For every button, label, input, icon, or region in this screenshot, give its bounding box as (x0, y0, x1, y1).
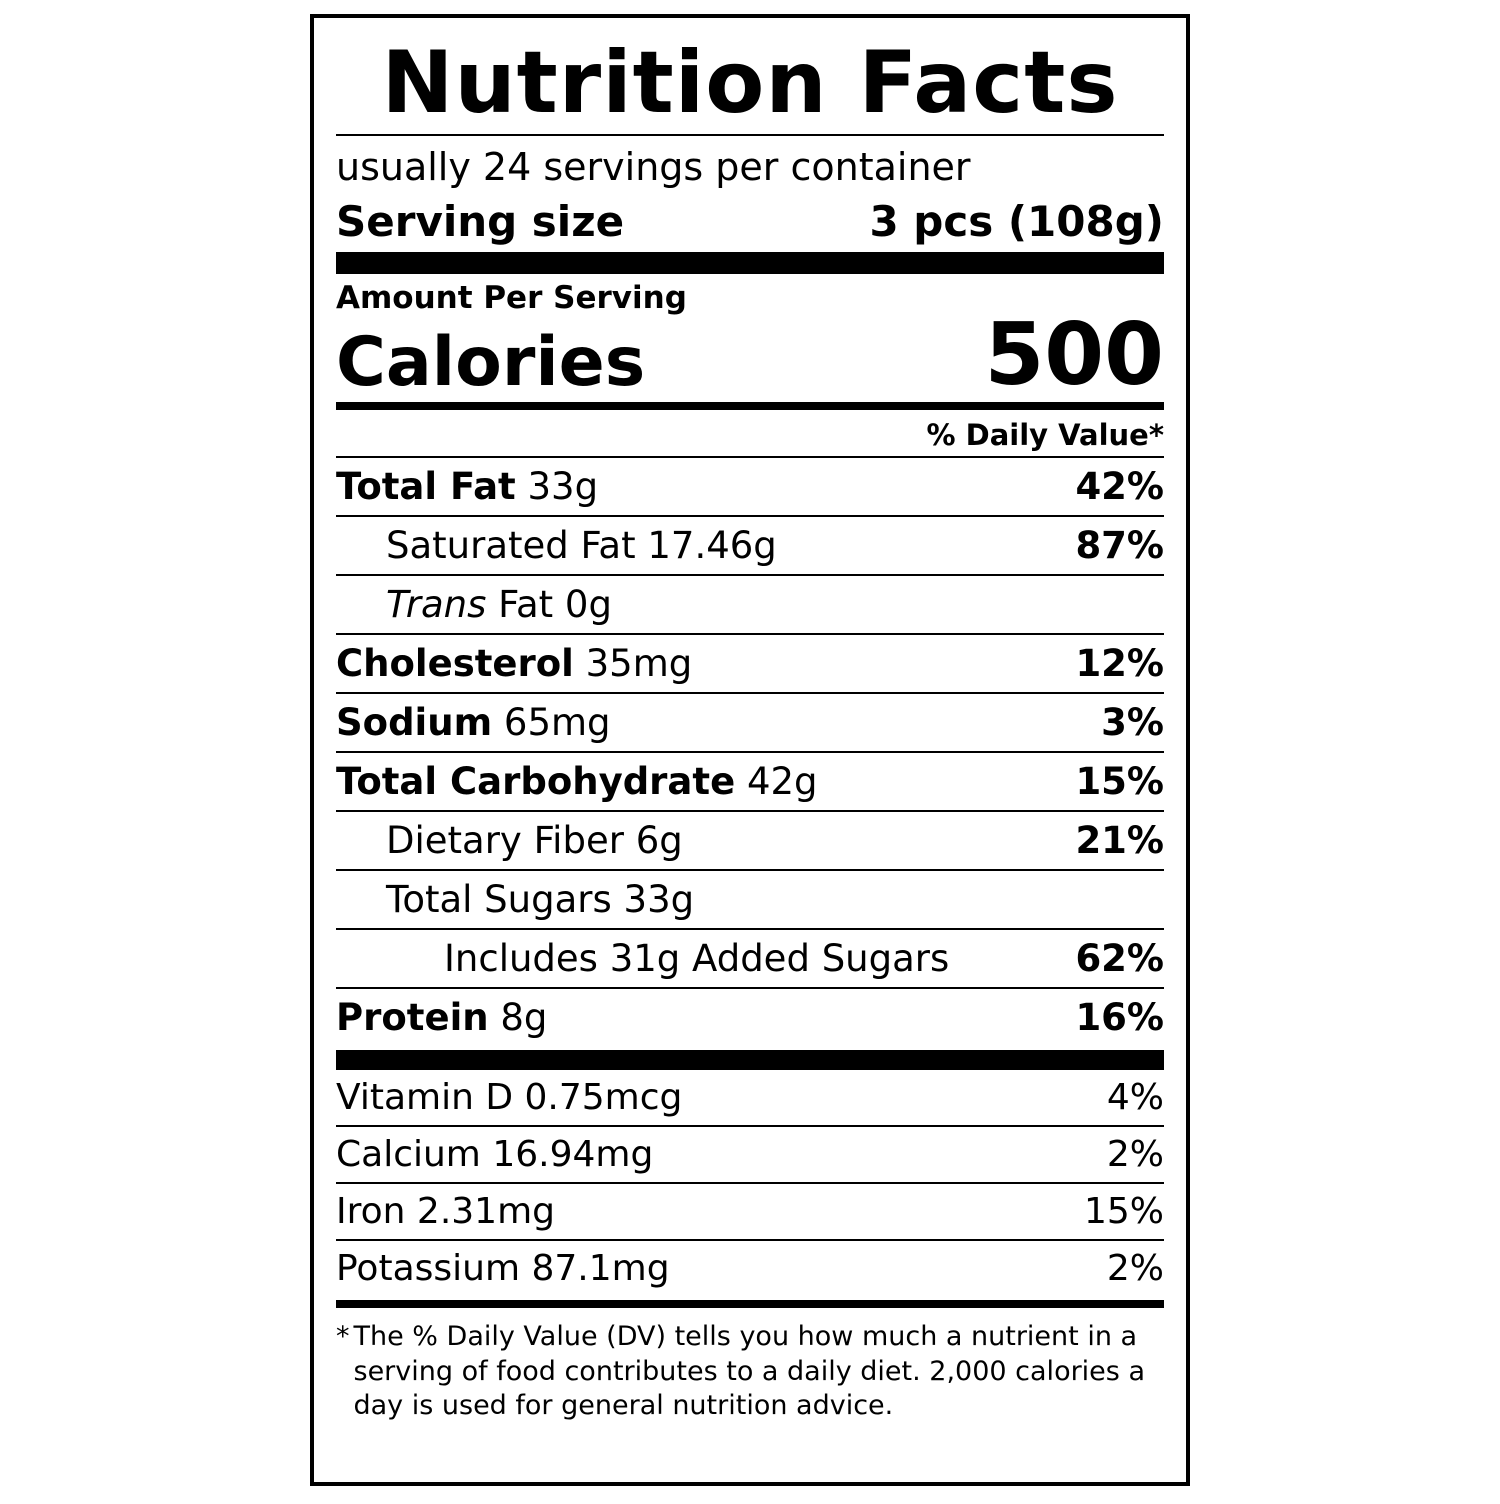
nutrient-row-protein (336, 987, 1164, 1046)
footnote-asterisk: * (336, 1321, 350, 1353)
divider-before-footnote (336, 1300, 1164, 1308)
vitamin-pct: 15% (1083, 1191, 1164, 1233)
serving-size-value: 3 pcs (108g) (869, 197, 1164, 247)
footnote-text: The % Daily Value (DV) tells you how much a nutrient in a serving of food contributes to a daily diet. 2,000 calories a day is used for general nutrition advice. (353, 1321, 1145, 1422)
nutrient-name: Includes 31g Added Sugars (444, 937, 950, 981)
nutrient-row-sodium (336, 692, 1164, 751)
calories-label: Calories (336, 322, 646, 402)
divider-before-vitamins (336, 1050, 1164, 1068)
nutrient-pct: 62% (1075, 937, 1164, 981)
nutrient-row-total-sugars (336, 869, 1164, 928)
nutrient-pct: 42% (1075, 465, 1164, 509)
nutrient-name: Total Carbohydrate (336, 760, 736, 804)
nutrient-pct: 15% (1075, 760, 1164, 804)
vitamin-row-iron (336, 1182, 1164, 1239)
vitamin-name: Calcium 16.94mg (336, 1134, 654, 1176)
nutrient-name: Saturated Fat (386, 524, 636, 568)
nutrient-name: Protein (336, 996, 489, 1040)
nutrient-name: Dietary Fiber (386, 819, 624, 863)
vitamin-row-calcium (336, 1125, 1164, 1182)
serving-size-label: Serving size (336, 197, 625, 247)
divider-title (336, 134, 1164, 136)
nutrient-name: Sodium (336, 701, 493, 745)
label-title: Nutrition Facts (381, 33, 1119, 133)
nutrient-name: Trans (386, 583, 487, 627)
nutrient-amount: 65mg (503, 701, 611, 745)
nutrient-row-added-sugars (336, 928, 1164, 987)
nutrient-row-trans-fat (336, 574, 1164, 633)
nutrient-amount: 42g (746, 760, 818, 804)
calories-value: 500 (984, 305, 1164, 406)
vitamin-pct: 4% (1106, 1077, 1164, 1119)
nutrient-name: Total Sugars (386, 878, 612, 922)
nutrient-row-saturated-fat (336, 515, 1164, 574)
vitamin-pct: 2% (1106, 1248, 1164, 1290)
nutrient-row-total-fat (336, 456, 1164, 515)
nutrient-pct: 87% (1075, 524, 1164, 568)
nutrient-pct: 21% (1075, 819, 1164, 863)
nutrient-amount: 6g (635, 819, 683, 863)
amount-per-serving-label: Amount Per Serving (336, 280, 687, 317)
label-inner (336, 33, 1164, 1504)
daily-value-header: % Daily Value* (926, 418, 1164, 453)
vitamin-name: Iron 2.31mg (336, 1191, 555, 1233)
vitamin-name: Vitamin D 0.75mcg (336, 1077, 683, 1119)
divider-heavy-top (336, 252, 1164, 274)
nutrient-amount: 33g (527, 465, 599, 509)
vitamin-name: Potassium 87.1mg (336, 1248, 670, 1290)
vitamin-pct: 2% (1106, 1134, 1164, 1176)
daily-value-footnote (336, 1320, 1164, 1424)
nutrient-pct: 16% (1075, 996, 1164, 1040)
nutrient-name: Cholesterol (336, 642, 574, 686)
vitamin-row-potassium (336, 1239, 1164, 1296)
nutrient-pct: 12% (1075, 642, 1164, 686)
nutrient-amount: 35mg (585, 642, 693, 686)
nutrient-pct: 3% (1101, 701, 1164, 745)
nutrient-name: Total Fat (336, 465, 516, 509)
serving-size-row (336, 197, 1164, 246)
nutrition-facts-label (310, 14, 1190, 1486)
nutrient-row-total-carbohydrate (336, 751, 1164, 810)
nutrient-row-cholesterol (336, 633, 1164, 692)
nutrient-amount: 17.46g (647, 524, 777, 568)
calories-row (336, 305, 1164, 406)
vitamin-row-vitamin-d (336, 1068, 1164, 1125)
nutrient-row-dietary-fiber (336, 810, 1164, 869)
nutrient-amount: 33g (623, 878, 695, 922)
servings-per-container: usually 24 servings per container (336, 144, 971, 189)
nutrient-amount: Fat 0g (498, 583, 612, 627)
nutrient-amount: 8g (500, 996, 548, 1040)
